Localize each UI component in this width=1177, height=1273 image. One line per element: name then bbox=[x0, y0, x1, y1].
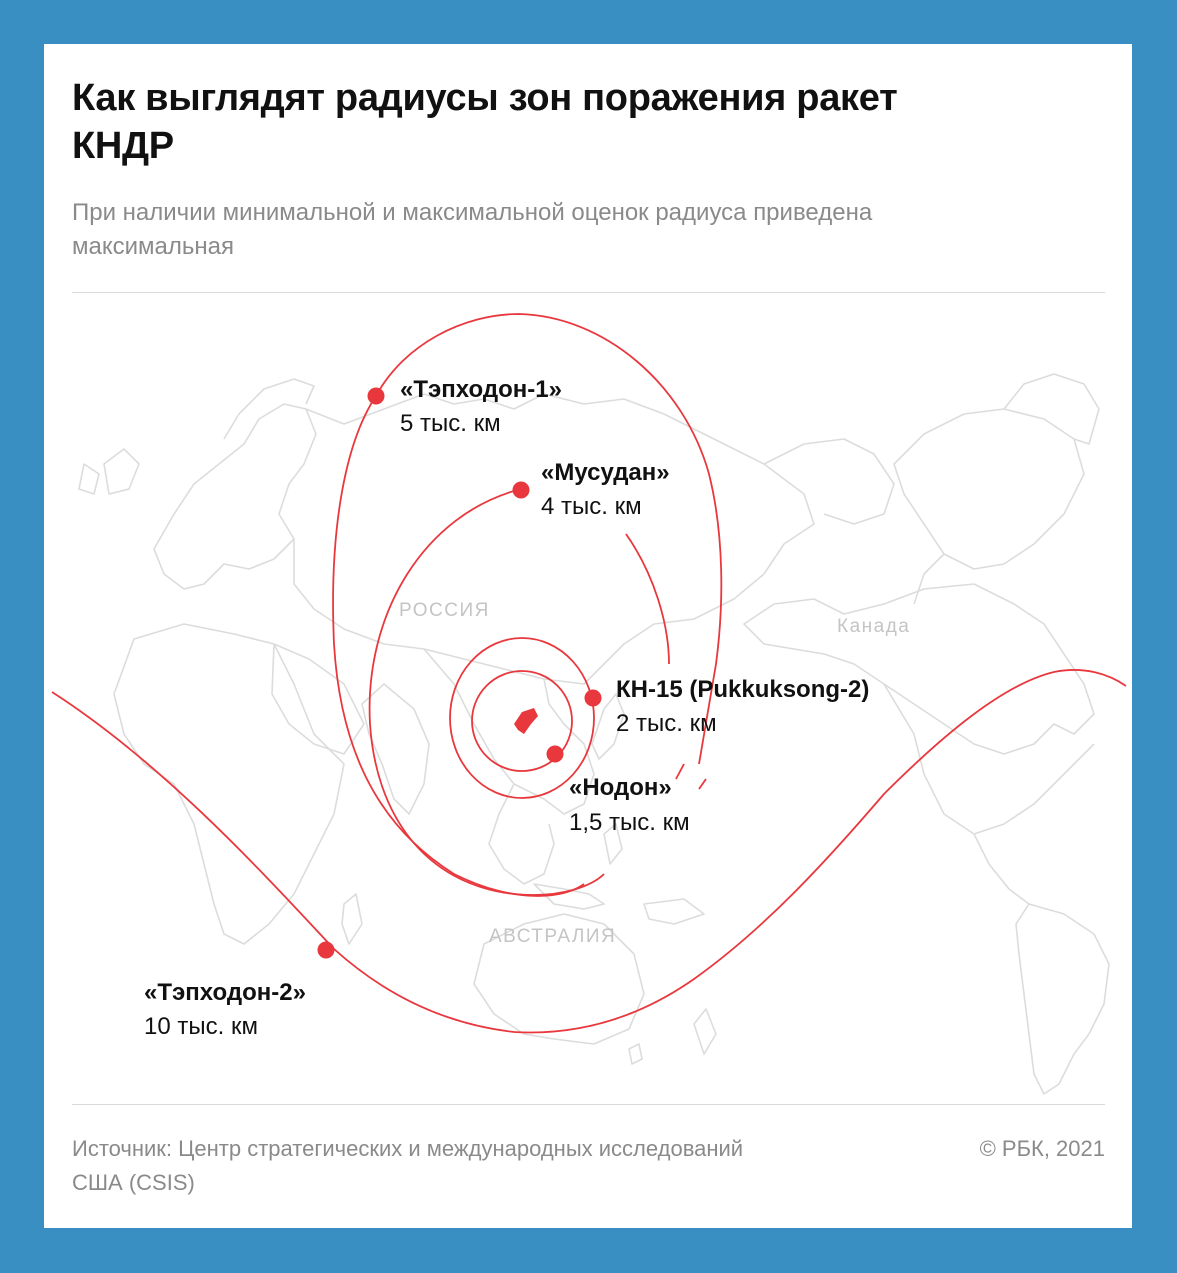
marker-musudan bbox=[513, 482, 530, 499]
missile-range-nodong: 1,5 тыс. км bbox=[569, 809, 690, 836]
region-label-russia: РОССИЯ bbox=[399, 600, 490, 621]
missile-name-taepodong1: «Тэпходон-1» bbox=[400, 376, 562, 403]
region-label-canada: Канада bbox=[837, 616, 911, 637]
marker-taepodong1 bbox=[368, 388, 385, 405]
infographic-card bbox=[44, 44, 1132, 1228]
missile-range-taepodong1: 5 тыс. км bbox=[400, 410, 501, 437]
marker-nodong bbox=[547, 746, 564, 763]
north-korea-origin-shape bbox=[514, 708, 538, 734]
missile-range-taepodong2: 10 тыс. км bbox=[144, 1013, 258, 1040]
missile-name-kn15: КН-15 (Pukkuksong-2) bbox=[616, 676, 870, 703]
world-map bbox=[44, 44, 1132, 1104]
marker-kn15 bbox=[585, 690, 602, 707]
missile-name-taepodong2: «Тэпходон-2» bbox=[144, 979, 306, 1006]
marker-taepodong2 bbox=[318, 942, 335, 959]
page-subtitle: При наличии минимальной и максимальной оценок радиуса приведена максимальная bbox=[72, 199, 873, 260]
missile-range-kn15: 2 тыс. км bbox=[616, 710, 717, 737]
range-rings bbox=[52, 314, 1126, 1032]
missile-range-musudan: 4 тыс. км bbox=[541, 493, 642, 520]
missile-name-nodong: «Нодон» bbox=[569, 774, 672, 801]
copyright: © РБК, 2021 bbox=[979, 1136, 1105, 1161]
page-title: Как выглядят радиусы зон поражения ракет КНДР bbox=[72, 77, 898, 167]
range-ring-taepodong1-tick bbox=[699, 779, 706, 789]
region-label-australia: АВСТРАЛИЯ bbox=[489, 926, 617, 947]
bottom-divider bbox=[72, 1104, 1105, 1105]
source-note: Источник: Центр стратегических и международных исследований США (CSIS) bbox=[72, 1136, 744, 1195]
range-ring-musudan-east bbox=[626, 534, 669, 664]
range-ring-musudan-tick bbox=[676, 764, 684, 779]
missile-name-musudan: «Мусудан» bbox=[541, 459, 670, 486]
